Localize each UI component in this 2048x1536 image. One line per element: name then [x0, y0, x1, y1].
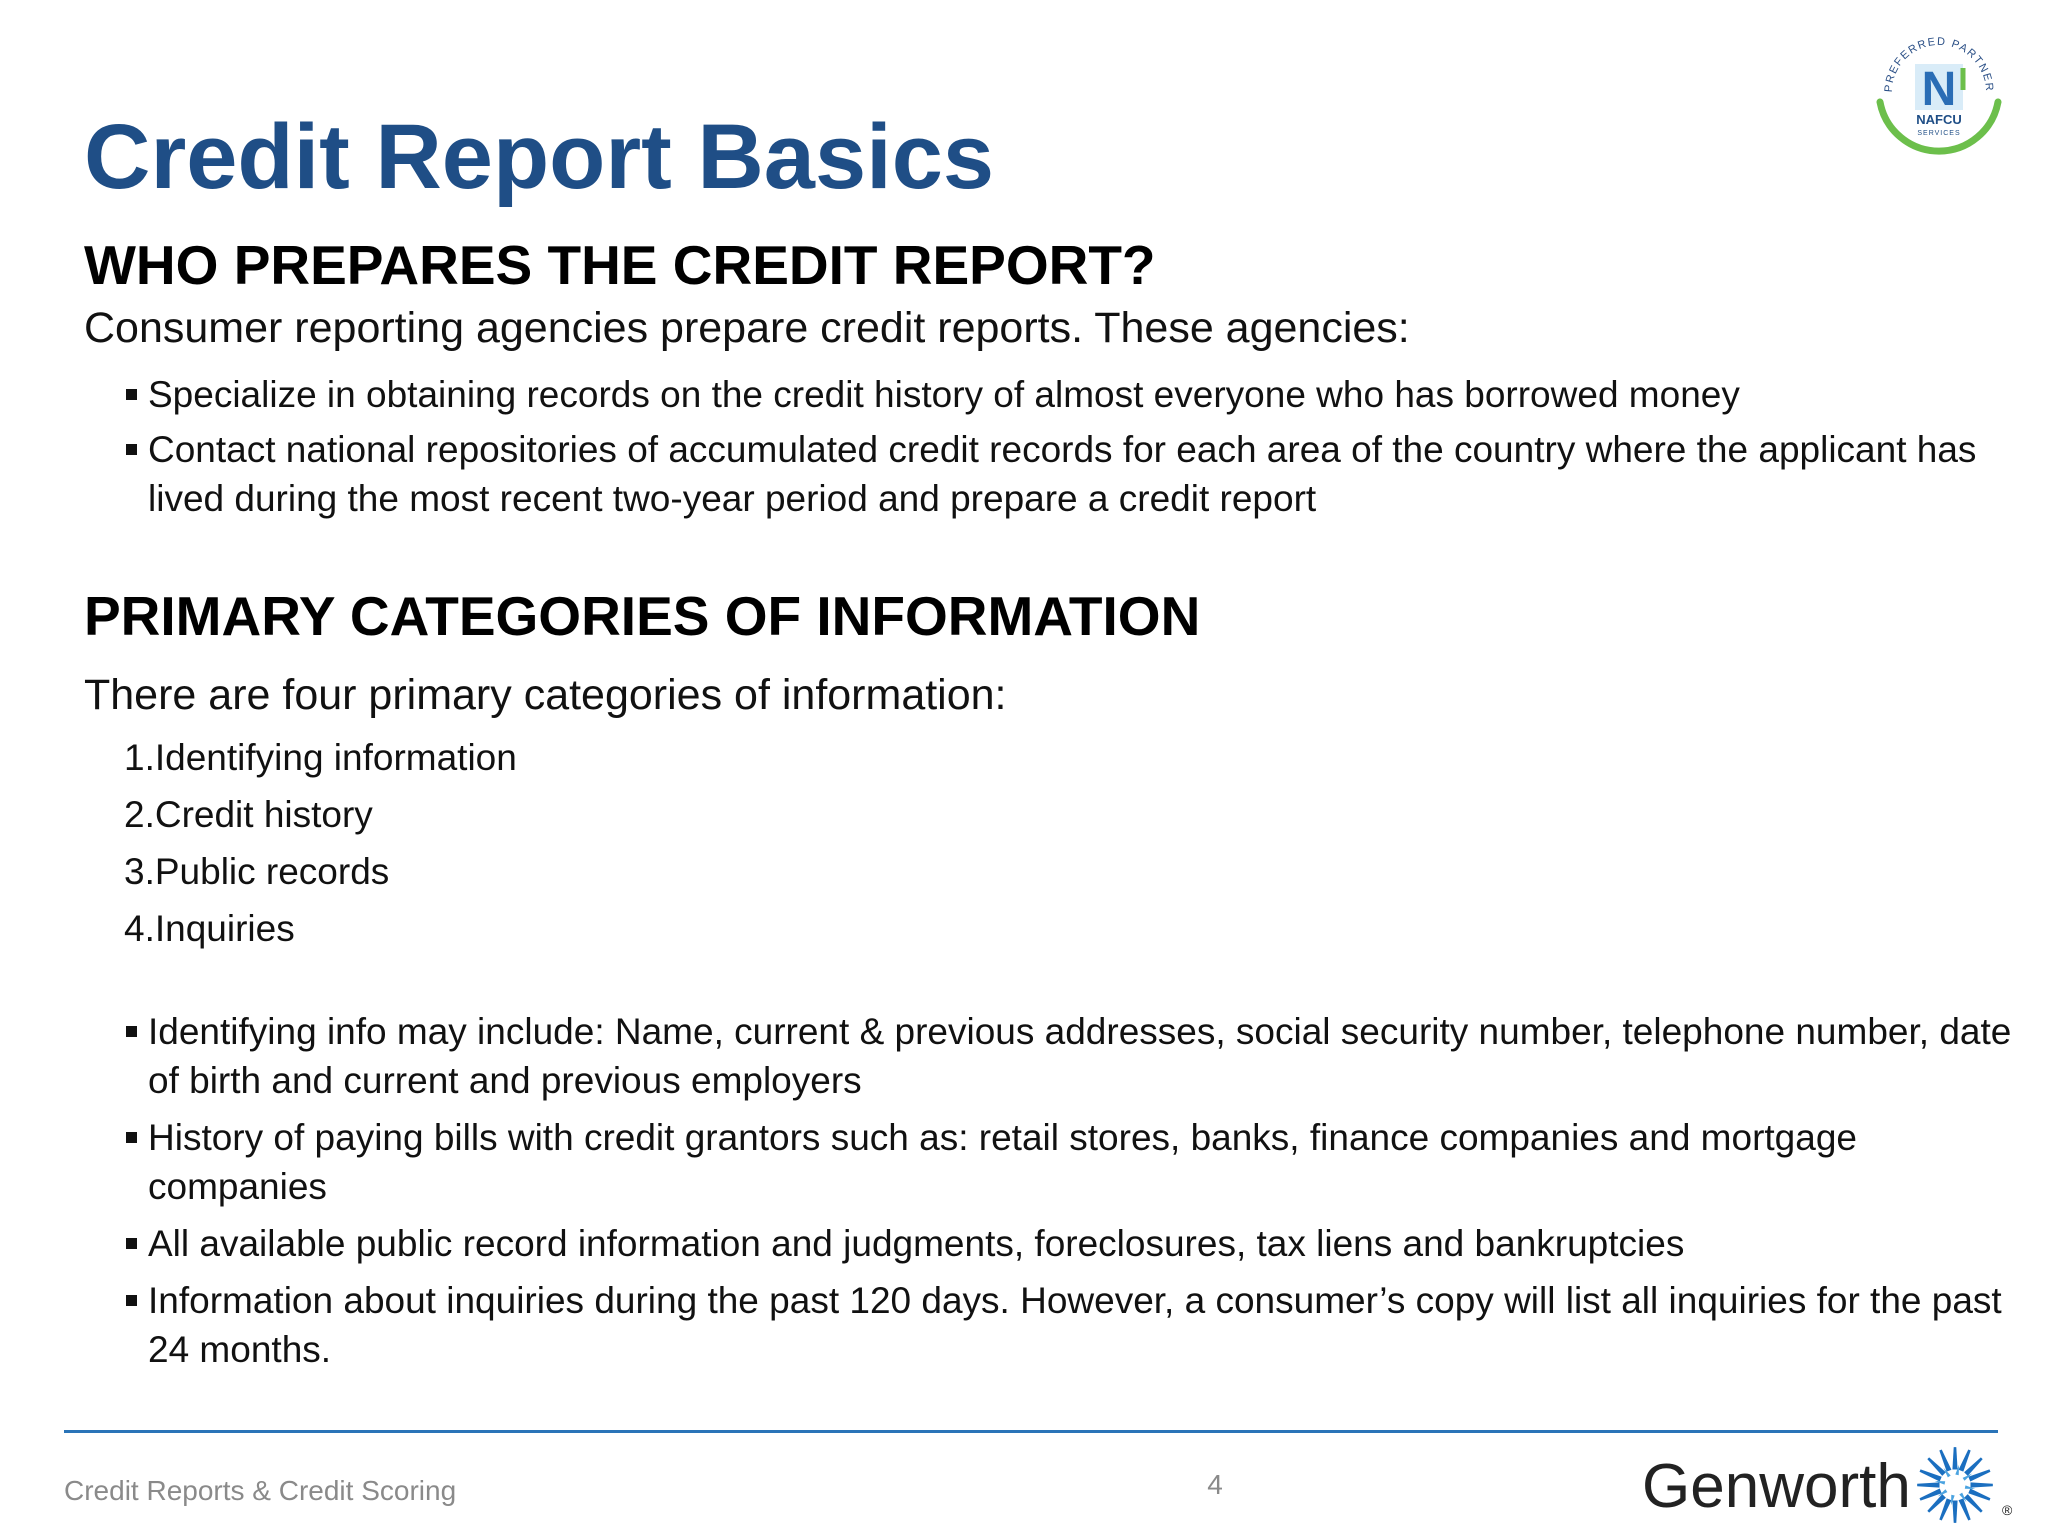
bullet-list	[84, 370, 2014, 523]
bullet-item	[84, 425, 2014, 523]
bullet-square-icon	[126, 444, 137, 455]
bullet-square-icon	[126, 1295, 137, 1306]
numbered-item: 2.Credit history	[124, 794, 373, 835]
slide-content	[84, 232, 2014, 1374]
page-number: 4	[1207, 1469, 1223, 1500]
badge-sub: SERVICES	[1917, 130, 1961, 137]
bullet-item	[84, 1113, 2014, 1211]
bullet-text: Contact national repositories of accumulated credit records for each area of the country where the applicant has lived during the most recent two-year period and prepare a credit report	[148, 429, 1977, 519]
logo-wordmark: Genworth	[1642, 1452, 1911, 1521]
genworth-logo	[1642, 1438, 2022, 1528]
bullet-text: All available public record information and judgments, foreclosures, tax liens and bankruptcies	[148, 1223, 1685, 1264]
section-primary-categories	[84, 583, 2014, 1374]
bullet-text: Specialize in obtaining records on the credit history of almost everyone who has borrowed money	[148, 374, 1740, 415]
logo-registered-mark: ®	[2002, 1502, 2013, 1518]
numbered-item: 3.Public records	[124, 851, 390, 892]
section-heading: PRIMARY CATEGORIES OF INFORMATION	[84, 585, 1201, 647]
badge-name: NAFCU	[1916, 112, 1962, 127]
section-who-prepares	[84, 232, 2014, 523]
bullet-item	[84, 1276, 2014, 1374]
numbered-item: 4.Inquiries	[124, 908, 295, 949]
section-heading: WHO PREPARES THE CREDIT REPORT?	[84, 234, 1156, 296]
bullet-item	[84, 370, 2014, 419]
section-intro: There are four primary categories of information:	[84, 671, 1007, 719]
bullet-text: Identifying info may include: Name, current & previous addresses, social security number, telephone number, date of birth and current and previous employers	[148, 1011, 2012, 1101]
bullet-item	[84, 1219, 2014, 1268]
nafcu-preferred-partner-icon	[1870, 20, 2008, 158]
slide-title: Credit Report Basics	[84, 106, 995, 208]
bullet-list	[84, 1007, 2014, 1374]
footer-presentation-title: Credit Reports & Credit Scoring	[64, 1475, 457, 1506]
badge-letter: N	[1921, 63, 1957, 116]
bullet-text: History of paying bills with credit grantors such as: retail stores, banks, finance companies and mortgage companies	[148, 1117, 1857, 1207]
bullet-square-icon	[126, 1132, 137, 1143]
bullet-square-icon	[126, 389, 137, 400]
numbered-item: 1.Identifying information	[124, 737, 517, 778]
bullet-text: Information about inquiries during the past 120 days. However, a consumer’s copy will list all inquiries for the past 24 months.	[148, 1280, 2002, 1370]
bullet-square-icon	[126, 1238, 137, 1249]
bullet-item	[84, 1007, 2014, 1105]
bullet-square-icon	[126, 1026, 137, 1037]
footer-divider	[64, 1430, 1998, 1433]
section-intro: Consumer reporting agencies prepare credit reports. These agencies:	[84, 304, 1410, 352]
genworth-star-icon	[1912, 1442, 1998, 1528]
numbered-list	[84, 729, 2014, 957]
badge-arc-text: PREFERRED PARTNER	[1882, 35, 1996, 93]
